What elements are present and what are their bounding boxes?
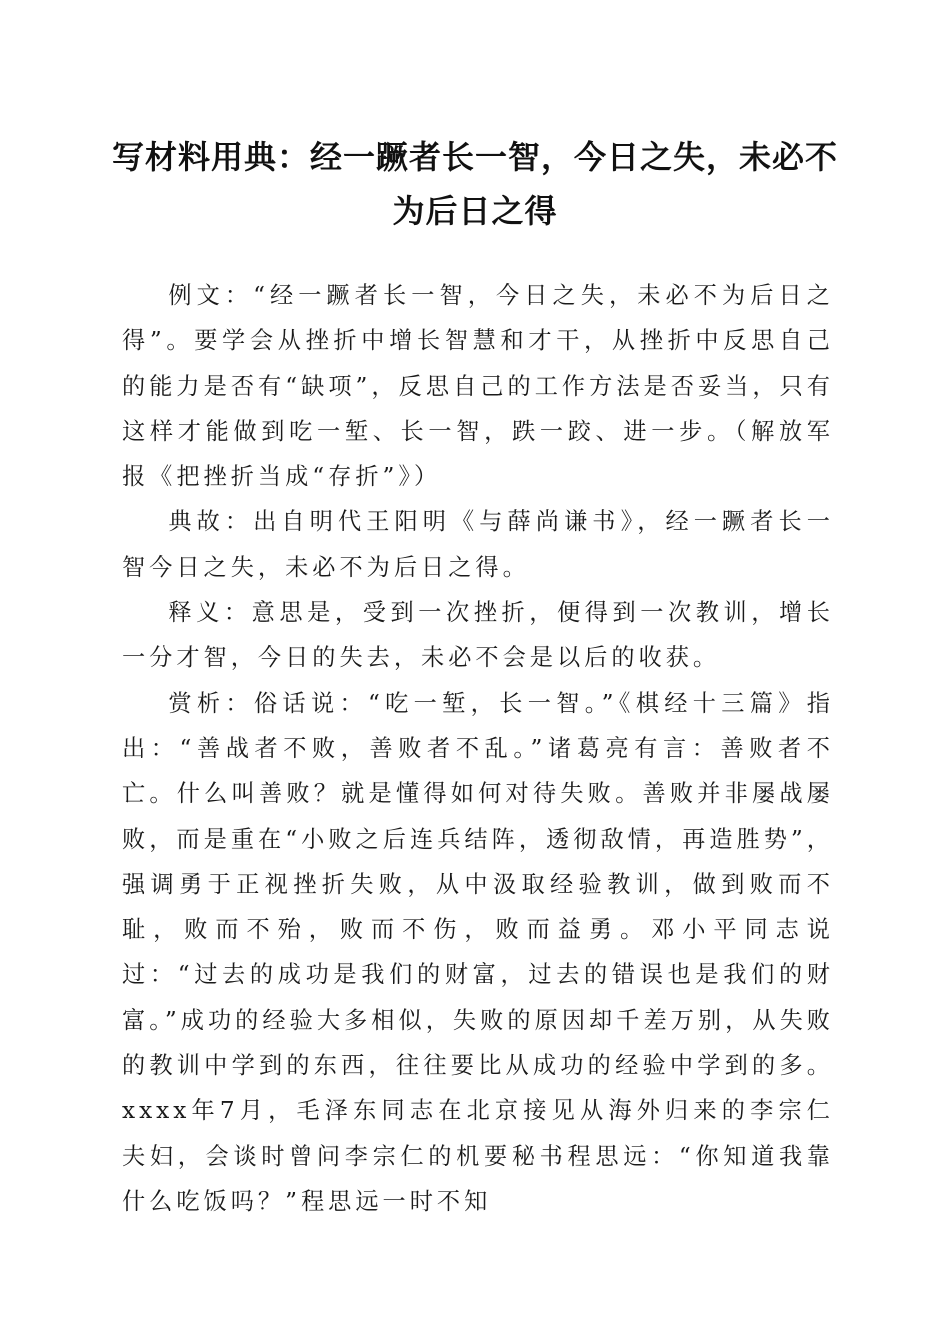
paragraph-allusion: 典故：出自明代王阳明《与薛尚谦书》，经一蹶者长一智今日之失，未必不为后日之得。 (122, 508, 834, 581)
paragraph-example: 例文：“经一蹶者长一智，今日之失，未必不为后日之得”。要学会从挫折中增长智慧和才干，从挫折中反思自己的能力是否有“缺项”，反思自己的工作方法是否妥当，只有这样才能做到吃一堑、长一智，跌一跤、进一步。（解放军报《把挫折当成“存折”》） (122, 282, 834, 491)
document-title: 写材料用典：经一蹶者长一智，今日之失，未必不为后日之得 (111, 138, 838, 230)
paragraph-appreciation: 赏析：俗话说：“吃一堑，长一智。”《棋经十三篇》指出：“善战者不败，善败者不乱。”诸葛亮有言：善败者不亡。什么叫善败？就是懂得如何对待失败。善败并非屡战屡败，而是重在“小败之后连兵结阵，透彻敌情，再造胜势”，强调勇于正视挫折失败，从中汲取经验教训，做到败而不耻，败而不殆，败而不伤，败而益勇。邓小平同志说过：“过去的成功是我们的财富，过去的错误也是我们的财富。”成功的经验大多相似，失败的原因却千差万别，从失败的教训中学到的东西，往往要比从成功的经验中学到的多。xxxx年7月，毛泽东同志在北京接见从海外归来的李宗仁夫妇，会谈时曾问李宗仁的机要秘书程思远：“你知道我靠什么吃饭吗？”程思远一时不知 (122, 689, 834, 1215)
paragraph-meaning: 释义：意思是，受到一次挫折，便得到一次教训，增长一分才智，今日的失去，未必不会是以后的收获。 (122, 599, 834, 672)
document-body (122, 273, 834, 1224)
